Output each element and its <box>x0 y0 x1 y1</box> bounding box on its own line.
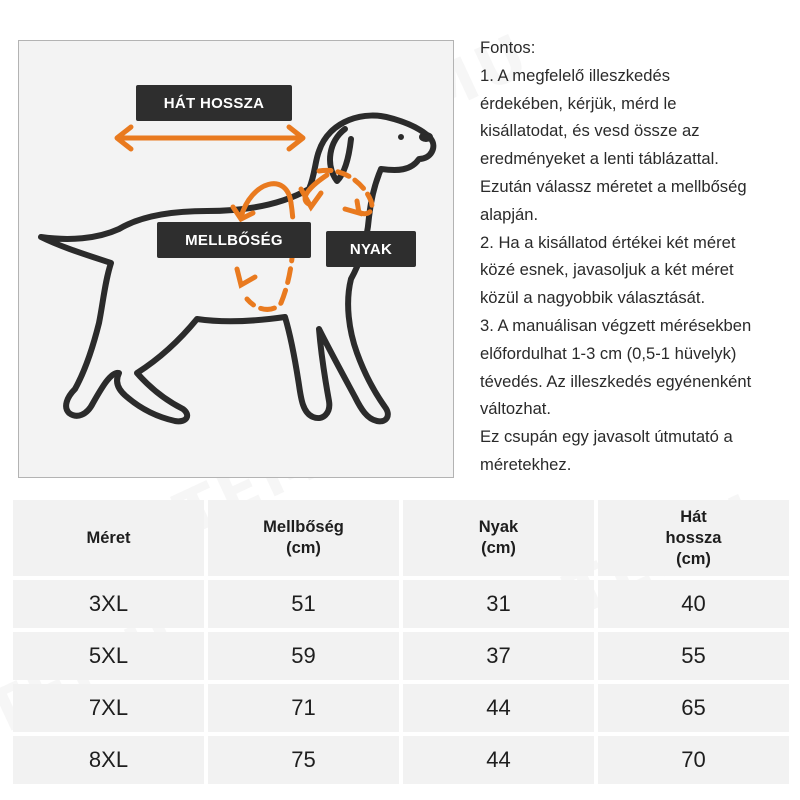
note-line: 2. Ha a kisállatod értékei két méret <box>480 232 736 252</box>
note-line: Ezután válassz méretet a mellbőség <box>480 176 747 196</box>
size-cell: 8XL <box>13 736 204 784</box>
table-header-cell <box>13 500 204 576</box>
header-text: (cm) <box>481 539 516 557</box>
measurement-cell: 65 <box>598 684 789 732</box>
table-row <box>13 736 789 784</box>
note-line: közé esnek, javasoljuk a két méret <box>480 260 734 280</box>
measurement-cell: 51 <box>208 580 399 628</box>
back-length-arrow <box>117 127 303 149</box>
note-line: alapján. <box>480 204 539 224</box>
measurement-cell: 55 <box>598 632 789 680</box>
neck-label: NYAK <box>326 231 416 267</box>
size-cell: 7XL <box>13 684 204 732</box>
note-line: érdekében, kérjük, mérd le <box>480 93 677 113</box>
measurement-cell: 37 <box>403 632 594 680</box>
note-line: változhat. <box>480 399 552 419</box>
note-line: tévedés. Az illeszkedés egyénenként <box>480 371 752 391</box>
header-text: Hát <box>680 507 707 526</box>
sizing-notes <box>480 34 795 479</box>
measurement-cell: 31 <box>403 580 594 628</box>
table-header-row <box>13 500 789 576</box>
size-cell: 5XL <box>13 632 204 680</box>
measurement-illustration <box>18 40 454 478</box>
table-header-cell <box>208 500 399 576</box>
header-text: Nyak <box>478 518 519 536</box>
header-text: (cm) <box>286 539 321 557</box>
size-chart-table <box>9 496 793 788</box>
header-text: (cm) <box>676 549 711 568</box>
note-line: 1. A megfelelő illeszkedés <box>480 65 671 85</box>
header-text: hossza <box>665 528 722 547</box>
measurement-cell: 44 <box>403 736 594 784</box>
measurement-cell: 44 <box>403 684 594 732</box>
measurement-cell: 59 <box>208 632 399 680</box>
note-line: Ez csupán egy javasolt útmutató a <box>480 427 733 447</box>
note-line: méretekhez. <box>480 454 572 474</box>
measurement-cell: 70 <box>598 736 789 784</box>
note-line: előfordulhat 1-3 cm (0,5-1 hüvelyk) <box>480 343 737 363</box>
size-cell: 3XL <box>13 580 204 628</box>
measurement-cell: 71 <box>208 684 399 732</box>
table-header-cell <box>403 500 594 576</box>
header-text: Mellbőség <box>263 518 344 536</box>
back-length-label: HÁT HOSSZA <box>136 85 292 121</box>
note-line: kisállatodat, és vesd össze az <box>480 121 700 141</box>
note-line: Fontos: <box>480 38 536 57</box>
table-row <box>13 684 789 732</box>
header-text: Méret <box>86 528 131 547</box>
measurement-cell: 40 <box>598 580 789 628</box>
note-line: 3. A manuálisan végzett mérésekben <box>480 315 752 335</box>
table-row <box>13 580 789 628</box>
table-header-cell <box>598 500 789 576</box>
measurement-cell: 75 <box>208 736 399 784</box>
note-line: közül a nagyobbik választását. <box>480 288 706 308</box>
note-line: eredményeket a lenti táblázattal. <box>480 149 719 169</box>
table-row <box>13 632 789 680</box>
chest-label: MELLBŐSÉG <box>157 222 311 258</box>
